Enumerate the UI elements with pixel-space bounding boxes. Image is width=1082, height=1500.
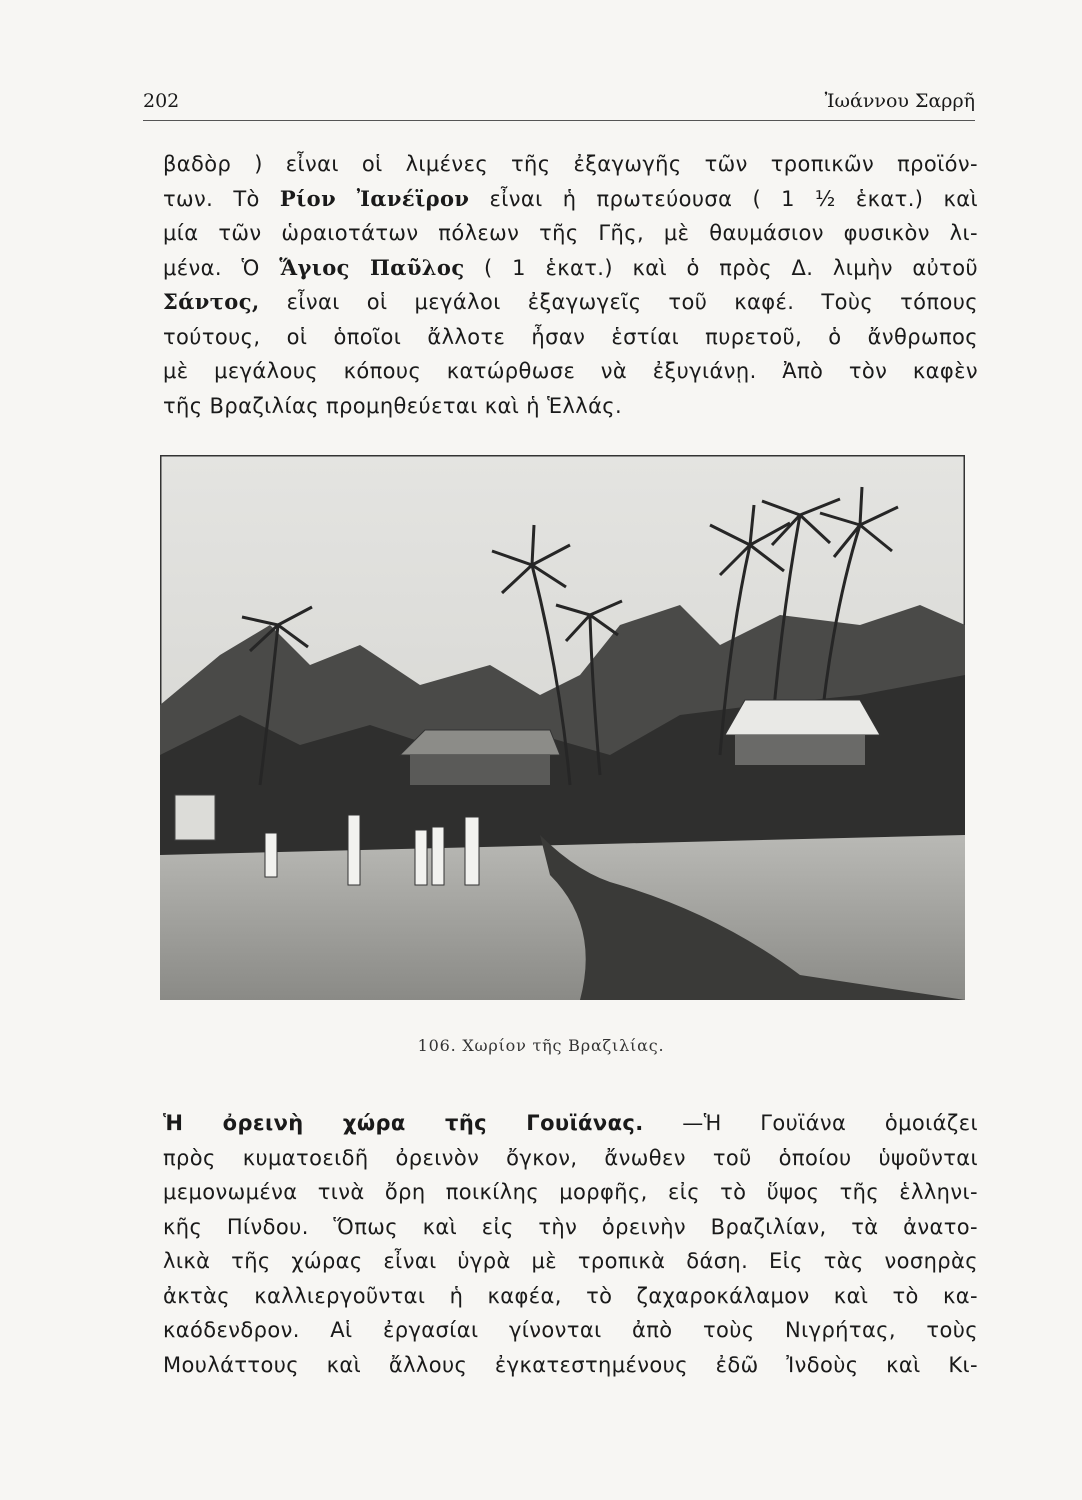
village-photo-illustration (160, 455, 965, 1000)
text-line: Ἡ ὀρεινὴ χώρα τῆς Γουϊάνας. —Ἡ Γουϊάνα ὁμοιάζει (163, 1111, 979, 1135)
section-heading: Ἡ ὀρεινὴ χώρα τῆς Γουϊάνας. (163, 1111, 644, 1135)
text-line: μένα. Ὁ Ἅγιος Παῦλος ( 1 ἑκατ.) καὶ ὁ πρὸς Δ. λιμὴν αὐτοῦ (163, 254, 978, 280)
text-line: ἀκτὰς καλλιεργοῦνται ἡ καφέα, τὸ ζαχαροκάλαμον καὶ τὸ κα- (163, 1283, 978, 1308)
page-number: 202 (143, 90, 180, 112)
text-line: τῆς Βραζιλίας προμηθεύεται καὶ ἡ Ἑλλάς. (163, 393, 623, 418)
page-header (143, 86, 975, 121)
paragraph-guiana (163, 1106, 978, 1382)
text-line: βαδὸρ ) εἶναι οἱ λιμένες τῆς ἐξαγωγῆς τῶν τροπικῶν προϊόν- (163, 152, 978, 176)
paragraph-brazil-ports (163, 147, 978, 423)
place-name-rio: Ρίον Ἰανέϊρον (279, 185, 470, 211)
figure-caption: 106. Χωρίον τῆς Βραζιλίας. (417, 1036, 665, 1055)
figure-photo-village (160, 455, 965, 1000)
text-line: λικὰ τῆς χώρας εἶναι ὑγρὰ μὲ τροπικὰ δάση. Εἰς τὰς νοσηρὰς (163, 1249, 978, 1273)
text-line: τούτους, οἱ ὁποῖοι ἄλλοτε ἦσαν ἑστίαι πυρετοῦ, ὁ ἄνθρωπος (163, 324, 978, 349)
text-line: κῆς Πίνδου. Ὅπως καὶ εἰς τὴν ὀρεινὴν Βραζιλίαν, τὰ ἀνατο- (163, 1214, 978, 1239)
text-line: μεμονωμένα τινὰ ὄρη ποικίλης μορφῆς, εἰς τὸ ὕψος τῆς ἑλληνι- (163, 1180, 978, 1204)
text-line: καόδενδρον. Αἱ ἐργασίαι γίνονται ἀπὸ τοὺς Νιγρήτας, τοὺς (163, 1318, 978, 1342)
text-line: Μουλάττους καὶ ἄλλους ἐγκατεστημένους ἐδῶ Ἰνδοὺς καὶ Κι- (163, 1352, 978, 1377)
place-name-sao-paulo: Ἅγιος Παῦλος (279, 254, 465, 280)
text-line: μὲ μεγάλους κόπους κατώρθωσε νὰ ἐξυγιάνῃ. Ἀπὸ τὸν καφὲν (163, 359, 978, 383)
text-line: μία τῶν ὡραιοτάτων πόλεων τῆς Γῆς, μὲ θαυμάσιον φυσικὸν λι- (163, 221, 978, 245)
text-line: των. Τὸ Ρίον Ἰανέϊρον εἶναι ἡ πρωτεύουσα ( 1 ½ ἑκατ.) καὶ (163, 185, 978, 211)
text-line: πρὸς κυματοειδῆ ὀρεινὸν ὄγκον, ἄνωθεν τοῦ ὁποίου ὑψοῦνται (163, 1145, 978, 1170)
running-head: Ἰωάννου Σαρρῆ (824, 90, 975, 112)
text-line: Σάντος, εἶναι οἱ μεγάλοι ἐξαγωγεῖς τοῦ καφέ. Τοὺς τόπους (163, 289, 978, 314)
place-name-santos: Σάντος, (163, 289, 260, 314)
